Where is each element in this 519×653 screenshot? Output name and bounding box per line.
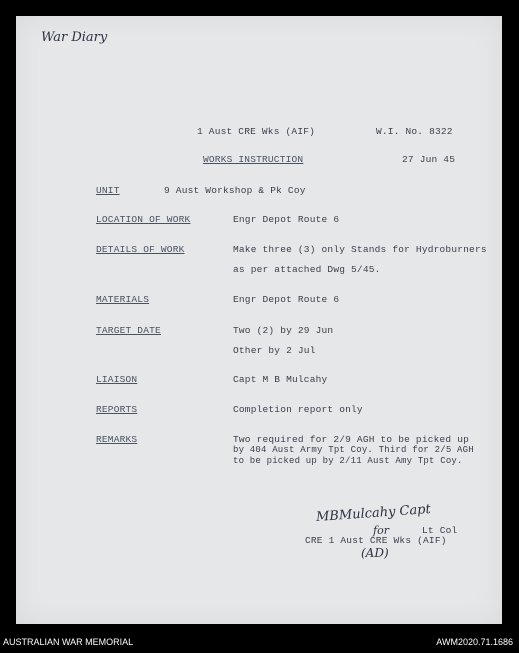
field-label-reports: REPORTS xyxy=(96,404,138,415)
handwritten-aid: (AD) xyxy=(361,546,389,560)
field-label-location: LOCATION OF WORK xyxy=(96,214,191,225)
field-value-target-date-line2: Other by 2 Jul xyxy=(233,345,316,356)
field-label-materials: MATERIALS xyxy=(96,294,150,305)
field-label-remarks: REMARKS xyxy=(96,434,138,445)
archive-name: AUSTRALIAN WAR MEMORIAL xyxy=(3,637,134,647)
document-title: WORKS INSTRUCTION xyxy=(203,154,304,165)
field-value-reports: Completion report only xyxy=(233,404,363,415)
unit-value: 9 Aust Workshop & Pk Coy xyxy=(164,185,306,196)
field-value-remarks-line2: by 404 Aust Army Tpt Coy. Third for 2/5 AGH xyxy=(233,445,474,455)
header-reference: W.I. No. 8322 xyxy=(376,126,453,137)
field-value-details-line1: Make three (3) only Stands for Hydroburners xyxy=(233,244,487,255)
field-value-target-date-line1: Two (2) by 29 Jun xyxy=(233,325,334,336)
field-value-materials: Engr Depot Route 6 xyxy=(233,294,340,305)
handwritten-annotation: War Diary xyxy=(41,30,108,45)
field-value-liaison: Capt M B Mulcahy xyxy=(233,374,328,385)
document-page xyxy=(16,16,502,624)
document-date: 27 Jun 45 xyxy=(402,154,456,165)
field-label-liaison: LIAISON xyxy=(96,374,138,385)
signature-rank: Lt Col xyxy=(422,525,458,536)
handwritten-for: for xyxy=(373,524,389,537)
field-value-location: Engr Depot Route 6 xyxy=(233,214,340,225)
archive-footer xyxy=(0,629,519,653)
field-label-target-date: TARGET DATE xyxy=(96,325,161,336)
field-value-remarks-line3: to be picked up by 2/11 Aust Amy Tpt Coy. xyxy=(233,456,463,466)
field-value-remarks-line1: Two required for 2/9 AGH to be picked up xyxy=(233,434,470,445)
header-unit: 1 Aust CRE Wks (AIF) xyxy=(197,126,316,137)
archive-reference: AWM2020.71.1686 xyxy=(436,637,513,647)
signature-unit: CRE 1 Aust CRE Wks (AIF) xyxy=(305,535,447,546)
unit-label: UNIT xyxy=(96,185,120,196)
field-label-details: DETAILS OF WORK xyxy=(96,244,185,255)
field-value-details-line2: as per attached Dwg 5/45. xyxy=(233,264,381,275)
handwritten-signature: MBMulcahy Capt xyxy=(315,502,432,525)
